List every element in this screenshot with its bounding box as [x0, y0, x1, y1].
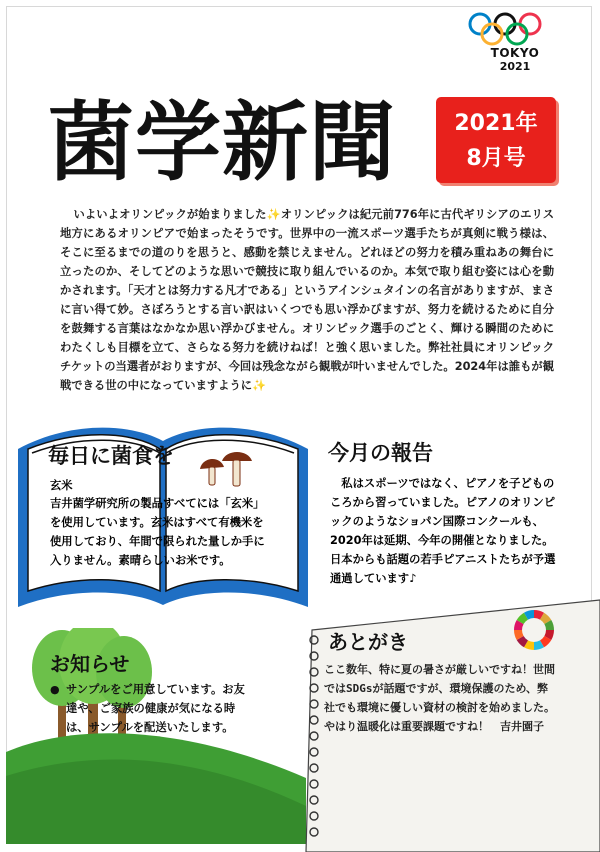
- olympic-city: TOKYO: [490, 46, 540, 60]
- notice-list: [50, 680, 250, 737]
- daily-text: 吉井菌学研究所の製品すべてには「玄米」を使用しています。玄米はすべて有機米を使用しており、年間で限られた量しか手に入りません。素晴らしいお米です。: [50, 497, 265, 567]
- olympic-year: 2021: [499, 60, 531, 73]
- notice-item-text: サンプルをご用意しています。お友達や、ご家族の健康が気になる時は、サンプルを配送いたします。: [66, 683, 245, 734]
- afterword-text: ここ数年、特に夏の暑さが厳しいですね！世間ではSDGsが話題ですが、環境保護のため、弊社でも環境に優しい資材の検討を始めました。やはり温暖化は重要課題ですね！ 吉井園子: [324, 663, 555, 733]
- bullet-dot: ●: [50, 683, 60, 696]
- olympic-logo: [456, 10, 574, 74]
- daily-title: 毎日に菌食を: [48, 444, 174, 468]
- issue-month: 8月号: [466, 146, 526, 171]
- afterword-title: あとがき: [328, 630, 408, 654]
- report-text: 私はスポーツではなく、ピアノを子どものころから習っていました。ピアノのオリンピックのようなショパン国際コンクールも、2020年は延期、今年の開催となりました。日本からも話題の若手ピアニストたちが予選通過しています♪: [330, 477, 556, 585]
- issue-year: 2021年: [454, 111, 538, 136]
- report-title: 今月の報告: [328, 441, 433, 465]
- mushroom-icon: [198, 447, 254, 489]
- daily-subhead: 玄米: [50, 479, 73, 492]
- masthead-title: 菌学新聞: [48, 93, 396, 193]
- olympic-rings-icon: [456, 10, 574, 46]
- notice-item: [50, 680, 250, 737]
- intro-paragraph: いよいよオリンピックが始まりました✨オリンピックは紀元前776年に古代ギリシアのエリス地方にあるオリンピアで始まったそうです。世界中の一流スポーツ選手たちが真剣に戦う様は、そこに至るまでの道のりを思うと、感動を禁じえません。どれほどの努力を積み重ねあの舞台に立ったのか、そしてどのような思いで競技に取り組んでいるのか。本気で取り組む姿には心を動かされます。「天才とは努力する凡才である」というアインシュタインの名言がありますが、まさに言い得て妙。さぼろうとする言い訳はいくつでも思い浮かびますが、努力を続けるために自分を鼓舞する言葉はなかなか思い浮かびません。オリンピック選手のごとく、輝ける瞬間のためにわたくしも目標を立て、さらなる努力を続けねば！と強く思いました。弊社社員にオリンピックチケットの当選者がおりますが、今回は残念ながら観戦が叶いませんでした。2024年は誰もが観戦できる世の中になっていますように✨: [60, 208, 554, 392]
- issue-badge: [436, 97, 556, 183]
- notice-title: お知らせ: [50, 652, 130, 676]
- sdgs-wheel-icon: [512, 608, 556, 652]
